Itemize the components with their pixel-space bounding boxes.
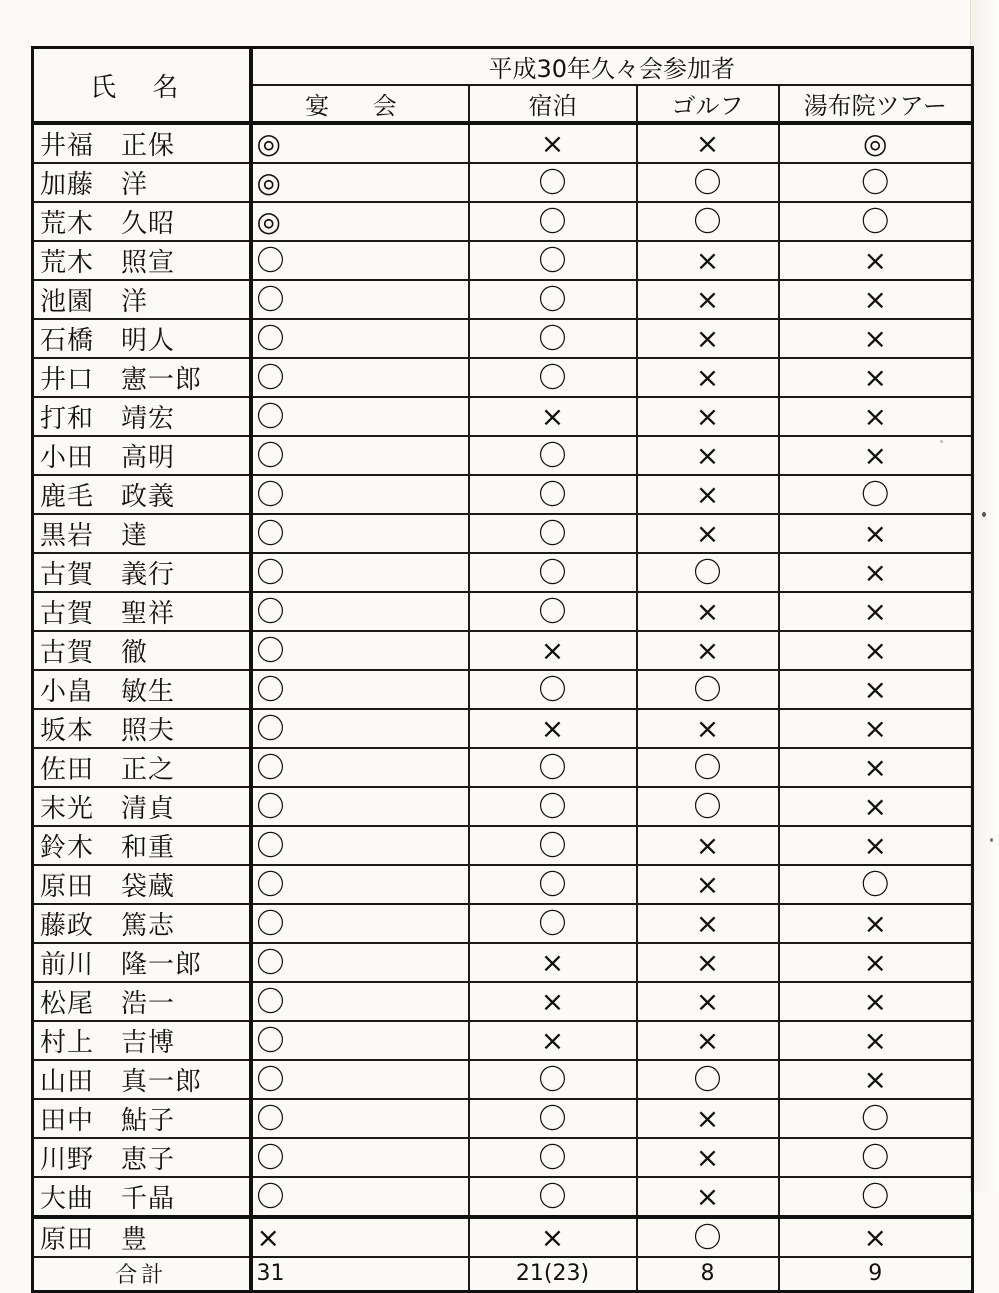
participant-name: 末光 清貞	[33, 787, 251, 826]
lodging-mark: 〇	[469, 163, 637, 202]
table-row	[33, 514, 973, 553]
table-row	[33, 436, 973, 475]
participant-name: 小畠 敏生	[33, 670, 251, 709]
participant-name: 原田 袋蔵	[33, 865, 251, 904]
table-row	[33, 748, 973, 787]
lodging-mark: 〇	[469, 1138, 637, 1177]
yufuin-tour-mark: ×	[779, 280, 973, 319]
participant-name: 加藤 洋	[33, 163, 251, 202]
table-row	[33, 1060, 973, 1099]
participant-name: 小田 高明	[33, 436, 251, 475]
lodging-mark: 〇	[469, 1177, 637, 1217]
golf-mark: 〇	[637, 748, 779, 787]
banquet-mark: 〇	[251, 748, 469, 787]
yufuin-tour-mark: ×	[779, 397, 973, 436]
lodging-mark: 〇	[469, 202, 637, 241]
banquet-mark: ◎	[251, 163, 469, 202]
lodging-mark: ×	[469, 709, 637, 748]
yufuin-tour-mark: ×	[779, 982, 973, 1021]
lodging-mark: 〇	[469, 358, 637, 397]
yufuin-tour-mark: ×	[779, 592, 973, 631]
lodging-mark: 〇	[469, 1099, 637, 1138]
yufuin-tour-mark: ×	[779, 436, 973, 475]
paper-edge	[970, 0, 999, 1192]
yufuin-tour-mark: ×	[779, 1021, 973, 1060]
table-row	[33, 1138, 973, 1177]
banquet-mark: 〇	[251, 280, 469, 319]
table-row	[33, 202, 973, 241]
banquet-mark: 〇	[251, 787, 469, 826]
total-yufuin-tour: 9	[779, 1257, 973, 1291]
participant-name: 鹿毛 政義	[33, 475, 251, 514]
golf-mark: 〇	[637, 553, 779, 592]
lodging-mark: 〇	[469, 826, 637, 865]
participant-name: 松尾 浩一	[33, 982, 251, 1021]
banquet-mark: ×	[251, 1217, 469, 1257]
participant-name: 池園 洋	[33, 280, 251, 319]
participant-name: 井福 正保	[33, 123, 251, 163]
banquet-mark: 〇	[251, 241, 469, 280]
participant-name: 村上 吉博	[33, 1021, 251, 1060]
participant-name: 井口 憲一郎	[33, 358, 251, 397]
golf-mark: ×	[637, 358, 779, 397]
lodging-mark: ×	[469, 397, 637, 436]
column-header-lodging: 宿泊	[469, 85, 637, 123]
participant-name: 原田 豊	[33, 1217, 251, 1257]
lodging-mark: 〇	[469, 319, 637, 358]
golf-mark: 〇	[637, 163, 779, 202]
yufuin-tour-mark: ×	[779, 943, 973, 982]
totals-row	[33, 1257, 973, 1291]
banquet-mark: 〇	[251, 631, 469, 670]
golf-mark: ×	[637, 631, 779, 670]
participant-name: 古賀 徹	[33, 631, 251, 670]
lodging-mark: ×	[469, 943, 637, 982]
participant-rows	[33, 123, 973, 1257]
totals-label: 合計	[33, 1257, 251, 1291]
banquet-mark: 〇	[251, 436, 469, 475]
banquet-mark: 〇	[251, 553, 469, 592]
table-row	[33, 1177, 973, 1217]
banquet-mark: 〇	[251, 670, 469, 709]
lodging-mark: ×	[469, 631, 637, 670]
table-row	[33, 1217, 973, 1257]
lodging-mark: ×	[469, 1217, 637, 1257]
table-row	[33, 592, 973, 631]
yufuin-tour-mark: ×	[779, 319, 973, 358]
participant-name: 川野 恵子	[33, 1138, 251, 1177]
banquet-mark: 〇	[251, 904, 469, 943]
table-row	[33, 1099, 973, 1138]
banquet-mark: 〇	[251, 319, 469, 358]
yufuin-tour-mark: ×	[779, 358, 973, 397]
participant-name: 前川 隆一郎	[33, 943, 251, 982]
golf-mark: 〇	[637, 202, 779, 241]
golf-mark: ×	[637, 514, 779, 553]
banquet-mark: 〇	[251, 358, 469, 397]
golf-mark: ×	[637, 904, 779, 943]
lodging-mark: ×	[469, 123, 637, 163]
yufuin-tour-mark: 〇	[779, 1177, 973, 1217]
yufuin-tour-mark: ×	[779, 514, 973, 553]
golf-mark: ×	[637, 943, 779, 982]
yufuin-tour-mark: ×	[779, 904, 973, 943]
golf-mark: ×	[637, 865, 779, 904]
golf-mark: ×	[637, 1138, 779, 1177]
yufuin-tour-mark: ×	[779, 1060, 973, 1099]
golf-mark: 〇	[637, 1060, 779, 1099]
lodging-mark: ×	[469, 982, 637, 1021]
participant-name: 山田 真一郎	[33, 1060, 251, 1099]
golf-mark: ×	[637, 982, 779, 1021]
table-row	[33, 865, 973, 904]
participant-name: 荒木 照宣	[33, 241, 251, 280]
golf-mark: ×	[637, 1021, 779, 1060]
table-row	[33, 1021, 973, 1060]
yufuin-tour-mark: ×	[779, 748, 973, 787]
table-group-title: 平成30年久々会参加者	[251, 48, 973, 86]
lodging-mark: 〇	[469, 904, 637, 943]
participant-name: 黒岩 達	[33, 514, 251, 553]
golf-mark: ×	[637, 709, 779, 748]
total-banquet: 31	[251, 1257, 469, 1291]
banquet-mark: 〇	[251, 709, 469, 748]
participant-name: 打和 靖宏	[33, 397, 251, 436]
lodging-mark: ×	[469, 1021, 637, 1060]
golf-mark: ×	[637, 280, 779, 319]
table-row	[33, 709, 973, 748]
lodging-mark: 〇	[469, 514, 637, 553]
yufuin-tour-mark: ×	[779, 709, 973, 748]
lodging-mark: 〇	[469, 787, 637, 826]
golf-mark: ×	[637, 436, 779, 475]
table-row	[33, 553, 973, 592]
paper-speck	[982, 512, 986, 517]
table-row	[33, 904, 973, 943]
table-row	[33, 631, 973, 670]
golf-mark: ×	[637, 1099, 779, 1138]
table-row	[33, 280, 973, 319]
header-row-group	[33, 48, 973, 86]
banquet-mark: 〇	[251, 826, 469, 865]
golf-mark: 〇	[637, 670, 779, 709]
column-header-yufuin-tour: 湯布院ツアー	[779, 85, 973, 123]
yufuin-tour-mark: ◎	[779, 123, 973, 163]
yufuin-tour-mark: ×	[779, 826, 973, 865]
table-row	[33, 163, 973, 202]
table-row	[33, 982, 973, 1021]
lodging-mark: 〇	[469, 592, 637, 631]
yufuin-tour-mark: ×	[779, 1217, 973, 1257]
golf-mark: ×	[637, 397, 779, 436]
banquet-mark: 〇	[251, 943, 469, 982]
yufuin-tour-mark: 〇	[779, 1099, 973, 1138]
yufuin-tour-mark: ×	[779, 241, 973, 280]
golf-mark: ×	[637, 475, 779, 514]
participant-name: 大曲 千晶	[33, 1177, 251, 1217]
participant-name: 荒木 久昭	[33, 202, 251, 241]
total-lodging: 21(23)	[469, 1257, 637, 1291]
lodging-mark: 〇	[469, 748, 637, 787]
golf-mark: ×	[637, 592, 779, 631]
banquet-mark: ◎	[251, 123, 469, 163]
lodging-mark: 〇	[469, 475, 637, 514]
golf-mark: ×	[637, 241, 779, 280]
participant-name: 坂本 照夫	[33, 709, 251, 748]
table-row	[33, 397, 973, 436]
golf-mark: ×	[637, 123, 779, 163]
participant-name: 古賀 聖祥	[33, 592, 251, 631]
yufuin-tour-mark: 〇	[779, 475, 973, 514]
participant-name: 古賀 義行	[33, 553, 251, 592]
table-row	[33, 358, 973, 397]
column-header-banquet: 宴 会	[251, 85, 469, 123]
banquet-mark: 〇	[251, 1138, 469, 1177]
banquet-mark: ◎	[251, 202, 469, 241]
golf-mark: 〇	[637, 1217, 779, 1257]
lodging-mark: 〇	[469, 241, 637, 280]
participant-name: 田中 鮎子	[33, 1099, 251, 1138]
golf-mark: ×	[637, 1177, 779, 1217]
golf-mark: ×	[637, 319, 779, 358]
yufuin-tour-mark: ×	[779, 553, 973, 592]
participant-name: 石橋 明人	[33, 319, 251, 358]
participant-name: 鈴木 和重	[33, 826, 251, 865]
table-row	[33, 319, 973, 358]
lodging-mark: 〇	[469, 553, 637, 592]
table-row	[33, 241, 973, 280]
banquet-mark: 〇	[251, 1060, 469, 1099]
lodging-mark: 〇	[469, 1060, 637, 1099]
banquet-mark: 〇	[251, 397, 469, 436]
banquet-mark: 〇	[251, 475, 469, 514]
table-row	[33, 826, 973, 865]
golf-mark: 〇	[637, 787, 779, 826]
lodging-mark: 〇	[469, 670, 637, 709]
yufuin-tour-mark: ×	[779, 787, 973, 826]
participant-name: 佐田 正之	[33, 748, 251, 787]
name-column-header: 氏 名	[33, 48, 251, 124]
lodging-mark: 〇	[469, 436, 637, 475]
banquet-mark: 〇	[251, 1099, 469, 1138]
table-row	[33, 475, 973, 514]
banquet-mark: 〇	[251, 592, 469, 631]
column-header-golf: ゴルフ	[637, 85, 779, 123]
banquet-mark: 〇	[251, 865, 469, 904]
table-row	[33, 123, 973, 163]
total-golf: 8	[637, 1257, 779, 1291]
table-row	[33, 670, 973, 709]
lodging-mark: 〇	[469, 280, 637, 319]
golf-mark: ×	[637, 826, 779, 865]
yufuin-tour-mark: 〇	[779, 163, 973, 202]
banquet-mark: 〇	[251, 1021, 469, 1060]
lodging-mark: 〇	[469, 865, 637, 904]
yufuin-tour-mark: ×	[779, 631, 973, 670]
yufuin-tour-mark: 〇	[779, 865, 973, 904]
participant-name: 藤政 篤志	[33, 904, 251, 943]
banquet-mark: 〇	[251, 514, 469, 553]
participants-table	[31, 46, 974, 1293]
yufuin-tour-mark: 〇	[779, 1138, 973, 1177]
table-row	[33, 787, 973, 826]
paper-speck	[990, 838, 993, 842]
yufuin-tour-mark: 〇	[779, 202, 973, 241]
banquet-mark: 〇	[251, 982, 469, 1021]
yufuin-tour-mark: ×	[779, 670, 973, 709]
banquet-mark: 〇	[251, 1177, 469, 1217]
table-row	[33, 943, 973, 982]
